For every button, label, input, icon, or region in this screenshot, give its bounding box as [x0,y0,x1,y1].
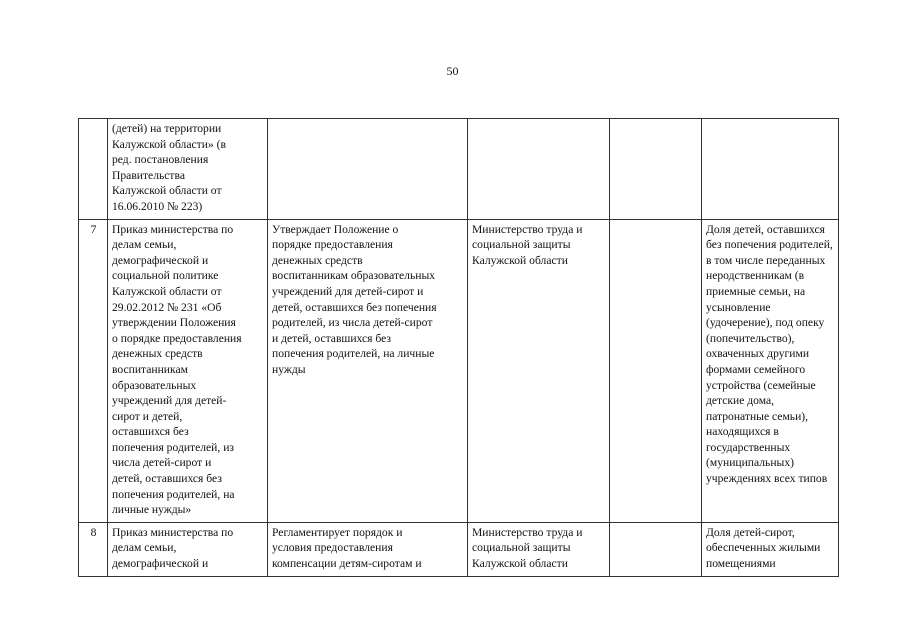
cell-text-line: Утверждает Положение о [272,222,399,236]
cell-text-line: о порядке предоставления [112,331,242,345]
cell-text-line: условия предоставления [272,541,393,555]
cell-text-line: воспитанникам [112,362,188,376]
cell-text-line: компенсации детям-сиротам и [272,557,422,571]
cell-text-line: формами семейного [706,362,806,376]
cell-text-line: демографической и [112,557,209,571]
cell-text-line: неродственникам (в [706,269,805,283]
cell-text-line: денежных средств [272,253,363,267]
cell-text-line: личные нужды» [112,503,192,517]
cell-text-line: Регламентирует порядок и [272,525,403,539]
cell-text-line: учреждений для детей-сирот и [272,284,424,298]
cell-text-line: воспитанникам образовательных [272,269,436,283]
cell-text-line: и детей, оставшихся без [272,331,392,345]
cell-text-line: Министерство труда и [472,222,583,236]
cell-text-line: порядке предоставления [272,238,393,252]
cell-text-line: (попечительство), [706,331,795,345]
cell-text-line: (детей) на территории [112,122,222,135]
cell-text-line: социальной политике [112,269,219,283]
row-number-cell [79,219,108,522]
cell-text-line: устройства (семейные [706,378,816,392]
cell-text-line: социальной защиты [472,541,571,555]
cell-text-line: денежных средств [112,347,203,361]
document-cell [108,119,268,220]
cell-text-line: учреждениях всех типов [706,472,828,486]
cell-text-line: Доля детей-сирот, [706,525,795,539]
cell-text-line: в том числе переданных [706,253,826,267]
cell-text-line: делам семьи, [112,238,177,252]
cell-text-line: (удочерение), под опеку [706,316,825,330]
cell-text-line: Доля детей, оставшихся [706,222,825,236]
row-number: 7 [90,222,97,236]
cell-text-line: демографической и [112,253,209,267]
cell-text-line: ред. постановления [112,153,209,167]
empty-cell [610,522,702,576]
cell-text-line: Калужской области [472,253,568,267]
cell-text-line: сирот и детей, [112,409,183,423]
cell-text-line: делам семьи, [112,541,177,555]
cell-text-line: (муниципальных) [706,456,794,470]
purpose-cell [268,219,468,522]
cell-text-line: детей, оставшихся без попечения [272,300,437,314]
executor-cell [468,119,610,220]
executor-cell [468,219,610,522]
cell-text-line: без попечения родителей, [706,238,833,252]
cell-text-line: государственных [706,440,791,454]
document-cell [108,522,268,576]
document-cell [108,219,268,522]
empty-cell [610,219,702,522]
cell-text-line: детские дома, [706,394,775,408]
row-number-cell [79,522,108,576]
cell-text-line: детей, оставшихся без [112,472,222,486]
empty-cell [610,119,702,220]
table-row [79,119,839,220]
document-table [78,118,839,577]
cell-text-line: 29.02.2012 № 231 «Об [112,300,222,314]
cell-text-line: родителей, из числа детей-сирот [272,316,433,330]
indicator-cell [702,219,839,522]
cell-text-line: учреждений для детей- [112,394,227,408]
row-number-cell [79,119,108,220]
cell-text-line: Приказ министерства по [112,222,234,236]
cell-text-line: находящихся в [706,425,779,439]
cell-text-line: попечения родителей, на личные [272,347,435,361]
cell-text-line: Правительства [112,168,185,182]
table-row [79,522,839,576]
executor-cell [468,522,610,576]
cell-text-line: утверждении Положения [112,316,236,330]
cell-text-line: попечения родителей, на [112,487,235,501]
cell-text-line: помещениями [706,557,776,571]
cell-text-line: обеспеченных жилыми [706,541,821,555]
cell-text-line: нужды [272,362,306,376]
cell-text-line: социальной защиты [472,238,571,252]
cell-text-line: попечения родителей, из [112,440,234,454]
table-body [79,119,839,577]
cell-text-line: Калужской области от [112,184,222,198]
indicator-cell [702,119,839,220]
cell-text-line: усыновление [706,300,771,314]
cell-text-line: приемные семьи, на [706,284,806,298]
purpose-cell [268,522,468,576]
row-number: 8 [90,525,97,539]
indicator-cell [702,522,839,576]
cell-text-line: Калужской области [472,557,568,571]
cell-text-line: оставшихся без [112,425,189,439]
cell-text-line: образовательных [112,378,197,392]
cell-text-line: Министерство труда и [472,525,583,539]
cell-text-line: Калужской области» (в [112,137,226,151]
table-row [79,219,839,522]
cell-text-line: патронатные семьи), [706,409,809,423]
page-number: 50 [446,64,459,78]
cell-text-line: Приказ министерства по [112,525,234,539]
purpose-cell [268,119,468,220]
cell-text-line: охваченных другими [706,347,810,361]
cell-text-line: Калужской области от [112,284,222,298]
cell-text-line: 16.06.2010 № 223) [112,199,203,213]
cell-text-line: числа детей-сирот и [112,456,212,470]
